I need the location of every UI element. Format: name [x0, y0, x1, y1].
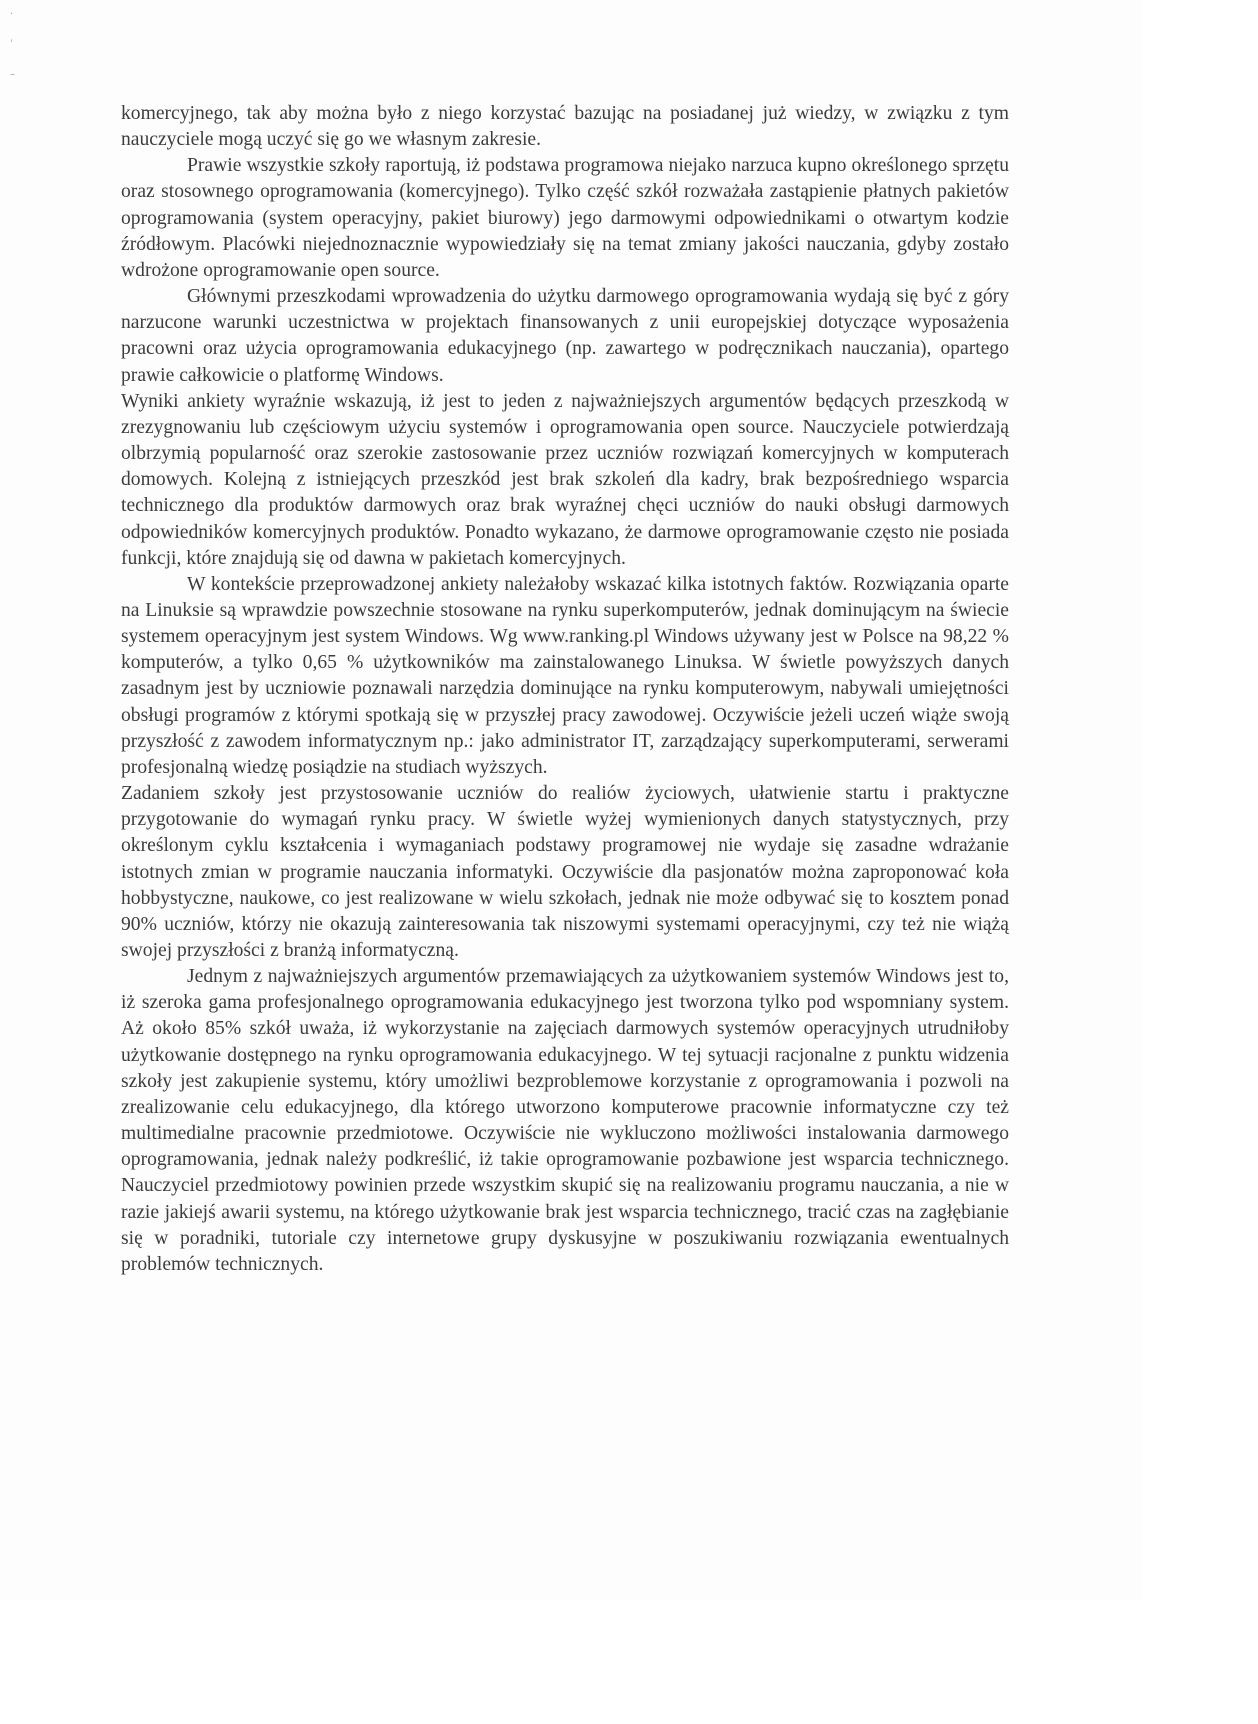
paragraph-school-reports: Prawie wszystkie szkoły raportują, iż podstawa programowa niejako narzuca kupno określonego sprzętu oraz stosownego oprogramowania (komercyjnego). Tylko część szkół rozważała zastąpienie płatnych pakietów oprogramowania (system operacyjny, pakiet biurowy) jego darmowymi odpowiednikami o otwartym kodzie źródłowym. Placówki niejednoznacznie wypowiedziały się na temat zmiany jakości nauczania, gdyby zostało wdrożone oprogramowanie open source.: [121, 155, 1009, 281]
scan-margin-mark: ·: [10, 9, 14, 20]
paragraph-windows-arguments: Jednym z najważniejszych argumentów przemawiających za użytkowaniem systemów Windows jest to, iż szeroka gama profesjonalnego oprogramowania edukacyjnego jest tworzona tylko pod wspomniany system. Aż około 85% szkół uważa, iż wykorzystanie na zajęciach darmowych systemów operacyjnych utrudniłoby użytkowanie dostępnego na rynku oprogramowania edukacyjnego. W tej sytuacji racjonalne z punktu widzenia szkoły jest zakupienie systemu, który umożliwi bezproblemowe korzystanie z oprogramowania i pozwoli na zrealizowanie celu edukacyjnego, dla którego utworzono komputerowe pracownie informatyczne czy też multimedialne pracownie przedmiotowe. Oczywiście nie wykluczono możliwości instalowania darmowego oprogramowania, jednak należy podkreślić, iż takie oprogramowanie pozbawione jest wsparcia technicznego. Nauczyciel przedmiotowy powinien przede wszystkim skupić się na realizowaniu programu nauczania, a nie w razie jakiejś awarii systemu, na którego użytkowanie brak jest wsparcia technicznego, tracić czas na zagłębianie się w poradniki, tutoriale czy internetowe grupy dyskusyjne w poszukiwaniu rozwiązania ewentualnych problemów technicznych.: [121, 966, 1009, 1275]
scan-margin-mark: ˈ: [10, 39, 13, 50]
document-body: [121, 101, 1009, 1278]
paragraph-survey-results: Wyniki ankiety wyraźnie wskazują, iż jest to jeden z najważniejszych argumentów będących przeszkodą w zrezygnowaniu lub częściowym użyciu systemów i oprogramowania open source. Nauczyciele potwierdzają olbrzymią popularność oraz szerokie zastosowanie przez uczniów rozwiązań komercyjnych w komputerach domowych. Kolejną z istniejących przeszkód jest brak szkoleń dla kadry, brak bezpośredniego wsparcia technicznego dla produktów darmowych oraz brak wyraźnej chęci uczniów do nauki obsługi darmowych odpowiedników komercyjnych produktów. Ponadto wykazano, że darmowe oprogramowanie często nie posiada funkcji, które znajdują się od dawna w pakietach komercyjnych.: [121, 390, 1009, 569]
paragraph-context-facts: W kontekście przeprowadzonej ankiety należałoby wskazać kilka istotnych faktów. Rozwiązania oparte na Linuksie są wprawdzie powszechnie stosowane na rynku superkomputerów, jednak dominującym na świecie systemem operacyjnym jest system Windows. Wg www.ranking.pl Windows używany jest w Polsce na 98,22 % komputerów, a tylko 0,65 % użytkowników ma zainstalowanego Linuksa. W świetle powyższych danych zasadnym jest by uczniowie poznawali narzędzia dominujące na rynku komputerowym, nabywali umiejętności obsługi programów z którymi spotkają się w przyszłej pracy zawodowej. Oczywiście jeżeli uczeń wiąże swoją przyszłość z zawodem informatycznym np.: jako administrator IT, zarządzający superkomputerami, serwerami profesjonalną wiedzę posiądzie na studiach wyższych.: [121, 573, 1009, 778]
paragraph-school-task: Zadaniem szkoły jest przystosowanie uczniów do realiów życiowych, ułatwienie startu i praktyczne przygotowanie do wymagań rynku pracy. W świetle wyżej wymienionych danych statystycznych, przy określonym cyklu kształcenia i wymaganiach podstawy programowej nie wydaje się zasadne wdrażanie istotnych zmian w programie nauczania informatyki. Oczywiście dla pasjonatów można zaproponować koła hobbystyczne, naukowe, co jest realizowane w wielu szkołach, jednak nie może odbywać się to kosztem ponad 90% uczniów, którzy nie okazują zainteresowania tak niszowymi systemami operacyjnymi, czy też nie wiążą swojej przyszłości z branżą informatyczną.: [121, 783, 1009, 961]
paragraph-continuation: komercyjnego, tak aby można było z niego korzystać bazując na posiadanej już wiedzy, w związku z tym nauczyciele mogą uczyć się go we własnym zakresie.: [121, 103, 1009, 151]
scan-margin-mark: –: [10, 69, 15, 80]
paragraph-main-obstacles: Głównymi przeszkodami wprowadzenia do użytku darmowego oprogramowania wydają się być z góry narzucone warunki uczestnictwa w projektach finansowanych z unii europejskiej dotyczące wyposażenia pracowni oraz użycia oprogramowania edukacyjnego (np. zawartego w podręcznikach nauczania), opartego prawie całkowicie o platformę Windows.: [121, 286, 1009, 386]
